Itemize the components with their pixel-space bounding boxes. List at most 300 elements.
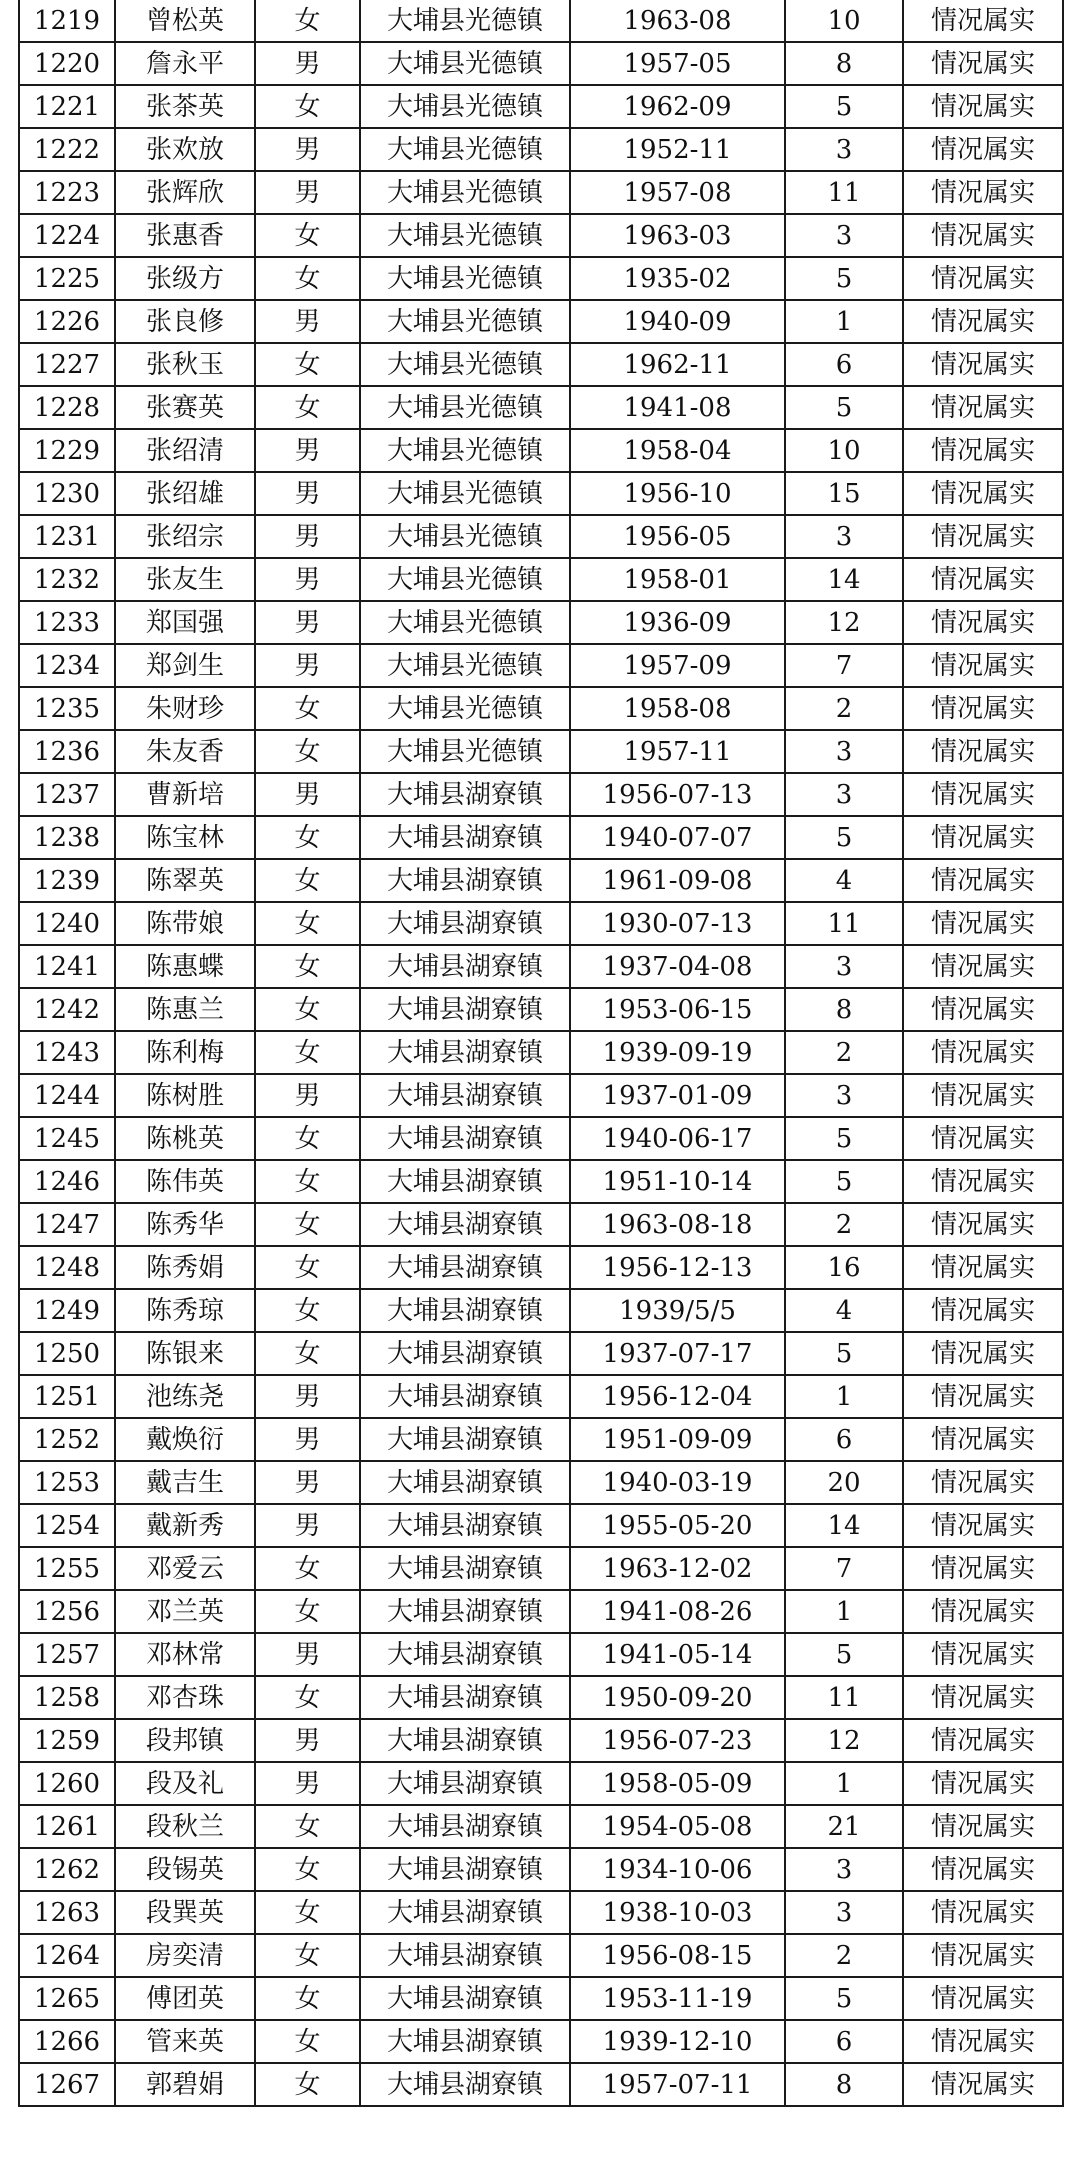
name-cell: 邓林常 [115, 1633, 255, 1676]
name-cell: 段邦镇 [115, 1719, 255, 1762]
count-cell: 3 [785, 730, 903, 773]
count-cell: 5 [785, 1117, 903, 1160]
birth-date-cell: 1958-04 [570, 429, 785, 472]
gender-cell: 女 [255, 859, 360, 902]
row-number-cell: 1221 [19, 85, 115, 128]
status-cell: 情况属实 [903, 0, 1063, 42]
name-cell: 郑剑生 [115, 644, 255, 687]
row-number-cell: 1258 [19, 1676, 115, 1719]
town-cell: 大埔县光德镇 [360, 85, 570, 128]
row-number-cell: 1234 [19, 644, 115, 687]
status-cell: 情况属实 [903, 1805, 1063, 1848]
row-number-cell: 1223 [19, 171, 115, 214]
table-row [19, 859, 1063, 902]
birth-date-cell: 1939-09-19 [570, 1031, 785, 1074]
name-cell: 陈桃英 [115, 1117, 255, 1160]
town-cell: 大埔县光德镇 [360, 687, 570, 730]
name-cell: 陈惠蝶 [115, 945, 255, 988]
gender-cell: 女 [255, 945, 360, 988]
status-cell: 情况属实 [903, 1375, 1063, 1418]
name-cell: 陈银来 [115, 1332, 255, 1375]
status-cell: 情况属实 [903, 1504, 1063, 1547]
town-cell: 大埔县湖寮镇 [360, 1031, 570, 1074]
status-cell: 情况属实 [903, 1719, 1063, 1762]
name-cell: 陈秀娟 [115, 1246, 255, 1289]
name-cell: 张赛英 [115, 386, 255, 429]
row-number-cell: 1239 [19, 859, 115, 902]
count-cell: 1 [785, 1590, 903, 1633]
birth-date-cell: 1957-11 [570, 730, 785, 773]
roster-table [18, 0, 1064, 2107]
town-cell: 大埔县光德镇 [360, 601, 570, 644]
row-number-cell: 1232 [19, 558, 115, 601]
status-cell: 情况属实 [903, 257, 1063, 300]
name-cell: 陈伟英 [115, 1160, 255, 1203]
birth-date-cell: 1941-08 [570, 386, 785, 429]
count-cell: 12 [785, 601, 903, 644]
row-number-cell: 1252 [19, 1418, 115, 1461]
birth-date-cell: 1940-06-17 [570, 1117, 785, 1160]
gender-cell: 女 [255, 902, 360, 945]
gender-cell: 男 [255, 601, 360, 644]
gender-cell: 女 [255, 1547, 360, 1590]
row-number-cell: 1256 [19, 1590, 115, 1633]
status-cell: 情况属实 [903, 1117, 1063, 1160]
row-number-cell: 1219 [19, 0, 115, 42]
status-cell: 情况属实 [903, 1203, 1063, 1246]
row-number-cell: 1242 [19, 988, 115, 1031]
gender-cell: 女 [255, 1246, 360, 1289]
status-cell: 情况属实 [903, 1418, 1063, 1461]
count-cell: 5 [785, 1160, 903, 1203]
name-cell: 房奕清 [115, 1934, 255, 1977]
birth-date-cell: 1963-08-18 [570, 1203, 785, 1246]
town-cell: 大埔县光德镇 [360, 730, 570, 773]
gender-cell: 女 [255, 687, 360, 730]
gender-cell: 女 [255, 1977, 360, 2020]
name-cell: 戴吉生 [115, 1461, 255, 1504]
status-cell: 情况属实 [903, 945, 1063, 988]
birth-date-cell: 1962-09 [570, 85, 785, 128]
table-row [19, 1203, 1063, 1246]
name-cell: 张绍宗 [115, 515, 255, 558]
table-row [19, 1719, 1063, 1762]
town-cell: 大埔县光德镇 [360, 214, 570, 257]
town-cell: 大埔县湖寮镇 [360, 1332, 570, 1375]
count-cell: 2 [785, 1203, 903, 1246]
name-cell: 陈惠兰 [115, 988, 255, 1031]
status-cell: 情况属实 [903, 988, 1063, 1031]
status-cell: 情况属实 [903, 859, 1063, 902]
count-cell: 4 [785, 1289, 903, 1332]
count-cell: 5 [785, 1977, 903, 2020]
name-cell: 段巽英 [115, 1891, 255, 1934]
table-row [19, 171, 1063, 214]
town-cell: 大埔县光德镇 [360, 343, 570, 386]
count-cell: 5 [785, 85, 903, 128]
birth-date-cell: 1956-10 [570, 472, 785, 515]
table-row [19, 816, 1063, 859]
count-cell: 1 [785, 1375, 903, 1418]
table-row [19, 42, 1063, 85]
table-row [19, 128, 1063, 171]
table-row [19, 1676, 1063, 1719]
name-cell: 张级方 [115, 257, 255, 300]
town-cell: 大埔县湖寮镇 [360, 1934, 570, 1977]
name-cell: 曾松英 [115, 0, 255, 42]
name-cell: 郭碧娟 [115, 2063, 255, 2106]
status-cell: 情况属实 [903, 773, 1063, 816]
town-cell: 大埔县湖寮镇 [360, 1461, 570, 1504]
status-cell: 情况属实 [903, 1590, 1063, 1633]
table-row [19, 257, 1063, 300]
birth-date-cell: 1937-04-08 [570, 945, 785, 988]
gender-cell: 女 [255, 1848, 360, 1891]
count-cell: 3 [785, 1891, 903, 1934]
row-number-cell: 1240 [19, 902, 115, 945]
table-row [19, 945, 1063, 988]
count-cell: 10 [785, 0, 903, 42]
status-cell: 情况属实 [903, 85, 1063, 128]
birth-date-cell: 1940-09 [570, 300, 785, 343]
row-number-cell: 1247 [19, 1203, 115, 1246]
row-number-cell: 1267 [19, 2063, 115, 2106]
status-cell: 情况属实 [903, 1848, 1063, 1891]
gender-cell: 女 [255, 1160, 360, 1203]
count-cell: 5 [785, 1332, 903, 1375]
count-cell: 3 [785, 1074, 903, 1117]
table-row [19, 1504, 1063, 1547]
row-number-cell: 1227 [19, 343, 115, 386]
row-number-cell: 1251 [19, 1375, 115, 1418]
birth-date-cell: 1957-08 [570, 171, 785, 214]
count-cell: 3 [785, 128, 903, 171]
table-row [19, 343, 1063, 386]
table-row [19, 601, 1063, 644]
name-cell: 段及礼 [115, 1762, 255, 1805]
name-cell: 张良修 [115, 300, 255, 343]
table-row [19, 1074, 1063, 1117]
row-number-cell: 1229 [19, 429, 115, 472]
row-number-cell: 1263 [19, 1891, 115, 1934]
gender-cell: 女 [255, 1934, 360, 1977]
status-cell: 情况属实 [903, 1160, 1063, 1203]
count-cell: 5 [785, 386, 903, 429]
row-number-cell: 1244 [19, 1074, 115, 1117]
gender-cell: 女 [255, 1332, 360, 1375]
status-cell: 情况属实 [903, 1074, 1063, 1117]
town-cell: 大埔县湖寮镇 [360, 859, 570, 902]
table-row [19, 687, 1063, 730]
count-cell: 16 [785, 1246, 903, 1289]
town-cell: 大埔县湖寮镇 [360, 1074, 570, 1117]
table-row [19, 1289, 1063, 1332]
table-row [19, 85, 1063, 128]
table-row [19, 1633, 1063, 1676]
count-cell: 8 [785, 988, 903, 1031]
status-cell: 情况属实 [903, 687, 1063, 730]
table-row [19, 1332, 1063, 1375]
birth-date-cell: 1958-01 [570, 558, 785, 601]
status-cell: 情况属实 [903, 1762, 1063, 1805]
table-row [19, 1461, 1063, 1504]
town-cell: 大埔县光德镇 [360, 515, 570, 558]
count-cell: 3 [785, 773, 903, 816]
count-cell: 3 [785, 945, 903, 988]
count-cell: 1 [785, 1762, 903, 1805]
town-cell: 大埔县湖寮镇 [360, 1633, 570, 1676]
status-cell: 情况属实 [903, 2020, 1063, 2063]
gender-cell: 女 [255, 1117, 360, 1160]
status-cell: 情况属实 [903, 472, 1063, 515]
row-number-cell: 1226 [19, 300, 115, 343]
table-row [19, 515, 1063, 558]
count-cell: 8 [785, 2063, 903, 2106]
town-cell: 大埔县湖寮镇 [360, 2063, 570, 2106]
town-cell: 大埔县湖寮镇 [360, 1246, 570, 1289]
count-cell: 14 [785, 1504, 903, 1547]
status-cell: 情况属实 [903, 128, 1063, 171]
birth-date-cell: 1935-02 [570, 257, 785, 300]
status-cell: 情况属实 [903, 558, 1063, 601]
count-cell: 12 [785, 1719, 903, 1762]
gender-cell: 男 [255, 1375, 360, 1418]
row-number-cell: 1259 [19, 1719, 115, 1762]
birth-date-cell: 1941-05-14 [570, 1633, 785, 1676]
gender-cell: 女 [255, 1891, 360, 1934]
name-cell: 傅团英 [115, 1977, 255, 2020]
gender-cell: 女 [255, 988, 360, 1031]
status-cell: 情况属实 [903, 902, 1063, 945]
row-number-cell: 1255 [19, 1547, 115, 1590]
table-row [19, 2020, 1063, 2063]
gender-cell: 男 [255, 515, 360, 558]
row-number-cell: 1266 [19, 2020, 115, 2063]
birth-date-cell: 1956-07-13 [570, 773, 785, 816]
row-number-cell: 1245 [19, 1117, 115, 1160]
table-row [19, 1848, 1063, 1891]
birth-date-cell: 1956-12-13 [570, 1246, 785, 1289]
table-row [19, 214, 1063, 257]
town-cell: 大埔县光德镇 [360, 171, 570, 214]
gender-cell: 男 [255, 773, 360, 816]
gender-cell: 女 [255, 343, 360, 386]
birth-date-cell: 1937-01-09 [570, 1074, 785, 1117]
table-row [19, 644, 1063, 687]
status-cell: 情况属实 [903, 1934, 1063, 1977]
status-cell: 情况属实 [903, 429, 1063, 472]
table-row [19, 773, 1063, 816]
name-cell: 郑国强 [115, 601, 255, 644]
gender-cell: 男 [255, 42, 360, 85]
row-number-cell: 1257 [19, 1633, 115, 1676]
gender-cell: 女 [255, 1203, 360, 1246]
gender-cell: 女 [255, 1676, 360, 1719]
table-row [19, 730, 1063, 773]
roster-table-body [19, 0, 1063, 2106]
birth-date-cell: 1951-10-14 [570, 1160, 785, 1203]
birth-date-cell: 1957-07-11 [570, 2063, 785, 2106]
count-cell: 21 [785, 1805, 903, 1848]
count-cell: 1 [785, 300, 903, 343]
status-cell: 情况属实 [903, 1332, 1063, 1375]
table-row [19, 429, 1063, 472]
name-cell: 陈翠英 [115, 859, 255, 902]
name-cell: 陈利梅 [115, 1031, 255, 1074]
count-cell: 2 [785, 1031, 903, 1074]
table-row [19, 386, 1063, 429]
row-number-cell: 1230 [19, 472, 115, 515]
table-row [19, 1891, 1063, 1934]
row-number-cell: 1254 [19, 1504, 115, 1547]
count-cell: 14 [785, 558, 903, 601]
count-cell: 2 [785, 687, 903, 730]
birth-date-cell: 1956-12-04 [570, 1375, 785, 1418]
town-cell: 大埔县光德镇 [360, 558, 570, 601]
status-cell: 情况属实 [903, 300, 1063, 343]
gender-cell: 女 [255, 1805, 360, 1848]
row-number-cell: 1237 [19, 773, 115, 816]
birth-date-cell: 1934-10-06 [570, 1848, 785, 1891]
status-cell: 情况属实 [903, 171, 1063, 214]
row-number-cell: 1248 [19, 1246, 115, 1289]
count-cell: 5 [785, 1633, 903, 1676]
gender-cell: 女 [255, 1031, 360, 1074]
count-cell: 6 [785, 1418, 903, 1461]
status-cell: 情况属实 [903, 730, 1063, 773]
name-cell: 戴焕衍 [115, 1418, 255, 1461]
count-cell: 4 [785, 859, 903, 902]
birth-date-cell: 1963-08 [570, 0, 785, 42]
table-row [19, 1375, 1063, 1418]
birth-date-cell: 1930-07-13 [570, 902, 785, 945]
row-number-cell: 1262 [19, 1848, 115, 1891]
birth-date-cell: 1936-09 [570, 601, 785, 644]
town-cell: 大埔县湖寮镇 [360, 773, 570, 816]
table-row [19, 1977, 1063, 2020]
count-cell: 7 [785, 644, 903, 687]
name-cell: 陈宝林 [115, 816, 255, 859]
gender-cell: 女 [255, 1289, 360, 1332]
name-cell: 张秋玉 [115, 343, 255, 386]
gender-cell: 女 [255, 0, 360, 42]
birth-date-cell: 1957-09 [570, 644, 785, 687]
name-cell: 陈带娘 [115, 902, 255, 945]
name-cell: 陈树胜 [115, 1074, 255, 1117]
count-cell: 20 [785, 1461, 903, 1504]
birth-date-cell: 1952-11 [570, 128, 785, 171]
town-cell: 大埔县湖寮镇 [360, 1547, 570, 1590]
status-cell: 情况属实 [903, 2063, 1063, 2106]
town-cell: 大埔县湖寮镇 [360, 2020, 570, 2063]
birth-date-cell: 1940-07-07 [570, 816, 785, 859]
town-cell: 大埔县湖寮镇 [360, 1418, 570, 1461]
gender-cell: 男 [255, 1074, 360, 1117]
table-row [19, 2063, 1063, 2106]
table-row [19, 1418, 1063, 1461]
gender-cell: 女 [255, 816, 360, 859]
town-cell: 大埔县湖寮镇 [360, 1676, 570, 1719]
gender-cell: 女 [255, 1590, 360, 1633]
birth-date-cell: 1954-05-08 [570, 1805, 785, 1848]
row-number-cell: 1264 [19, 1934, 115, 1977]
town-cell: 大埔县湖寮镇 [360, 1805, 570, 1848]
row-number-cell: 1260 [19, 1762, 115, 1805]
status-cell: 情况属实 [903, 1547, 1063, 1590]
status-cell: 情况属实 [903, 644, 1063, 687]
town-cell: 大埔县光德镇 [360, 472, 570, 515]
birth-date-cell: 1938-10-03 [570, 1891, 785, 1934]
name-cell: 邓杏珠 [115, 1676, 255, 1719]
gender-cell: 男 [255, 1633, 360, 1676]
town-cell: 大埔县湖寮镇 [360, 1762, 570, 1805]
name-cell: 张友生 [115, 558, 255, 601]
gender-cell: 女 [255, 257, 360, 300]
town-cell: 大埔县湖寮镇 [360, 1117, 570, 1160]
birth-date-cell: 1963-03 [570, 214, 785, 257]
table-row [19, 1762, 1063, 1805]
gender-cell: 男 [255, 1719, 360, 1762]
name-cell: 张惠香 [115, 214, 255, 257]
status-cell: 情况属实 [903, 343, 1063, 386]
table-row [19, 1160, 1063, 1203]
gender-cell: 男 [255, 1461, 360, 1504]
gender-cell: 男 [255, 1762, 360, 1805]
birth-date-cell: 1957-05 [570, 42, 785, 85]
town-cell: 大埔县湖寮镇 [360, 988, 570, 1031]
birth-date-cell: 1939-12-10 [570, 2020, 785, 2063]
town-cell: 大埔县湖寮镇 [360, 1375, 570, 1418]
status-cell: 情况属实 [903, 1891, 1063, 1934]
status-cell: 情况属实 [903, 1031, 1063, 1074]
gender-cell: 男 [255, 429, 360, 472]
row-number-cell: 1241 [19, 945, 115, 988]
birth-date-cell: 1951-09-09 [570, 1418, 785, 1461]
status-cell: 情况属实 [903, 1977, 1063, 2020]
gender-cell: 男 [255, 128, 360, 171]
name-cell: 张绍雄 [115, 472, 255, 515]
town-cell: 大埔县湖寮镇 [360, 1504, 570, 1547]
town-cell: 大埔县湖寮镇 [360, 816, 570, 859]
birth-date-cell: 1950-09-20 [570, 1676, 785, 1719]
birth-date-cell: 1961-09-08 [570, 859, 785, 902]
town-cell: 大埔县湖寮镇 [360, 902, 570, 945]
name-cell: 池练尧 [115, 1375, 255, 1418]
birth-date-cell: 1958-05-09 [570, 1762, 785, 1805]
count-cell: 8 [785, 42, 903, 85]
name-cell: 管来英 [115, 2020, 255, 2063]
name-cell: 戴新秀 [115, 1504, 255, 1547]
count-cell: 6 [785, 343, 903, 386]
name-cell: 段秋兰 [115, 1805, 255, 1848]
gender-cell: 女 [255, 730, 360, 773]
gender-cell: 女 [255, 2063, 360, 2106]
name-cell: 张辉欣 [115, 171, 255, 214]
name-cell: 张欢放 [115, 128, 255, 171]
status-cell: 情况属实 [903, 601, 1063, 644]
count-cell: 6 [785, 2020, 903, 2063]
count-cell: 15 [785, 472, 903, 515]
name-cell: 陈秀华 [115, 1203, 255, 1246]
town-cell: 大埔县湖寮镇 [360, 1891, 570, 1934]
status-cell: 情况属实 [903, 386, 1063, 429]
count-cell: 10 [785, 429, 903, 472]
row-number-cell: 1249 [19, 1289, 115, 1332]
status-cell: 情况属实 [903, 214, 1063, 257]
town-cell: 大埔县湖寮镇 [360, 945, 570, 988]
gender-cell: 男 [255, 300, 360, 343]
table-row [19, 1934, 1063, 1977]
